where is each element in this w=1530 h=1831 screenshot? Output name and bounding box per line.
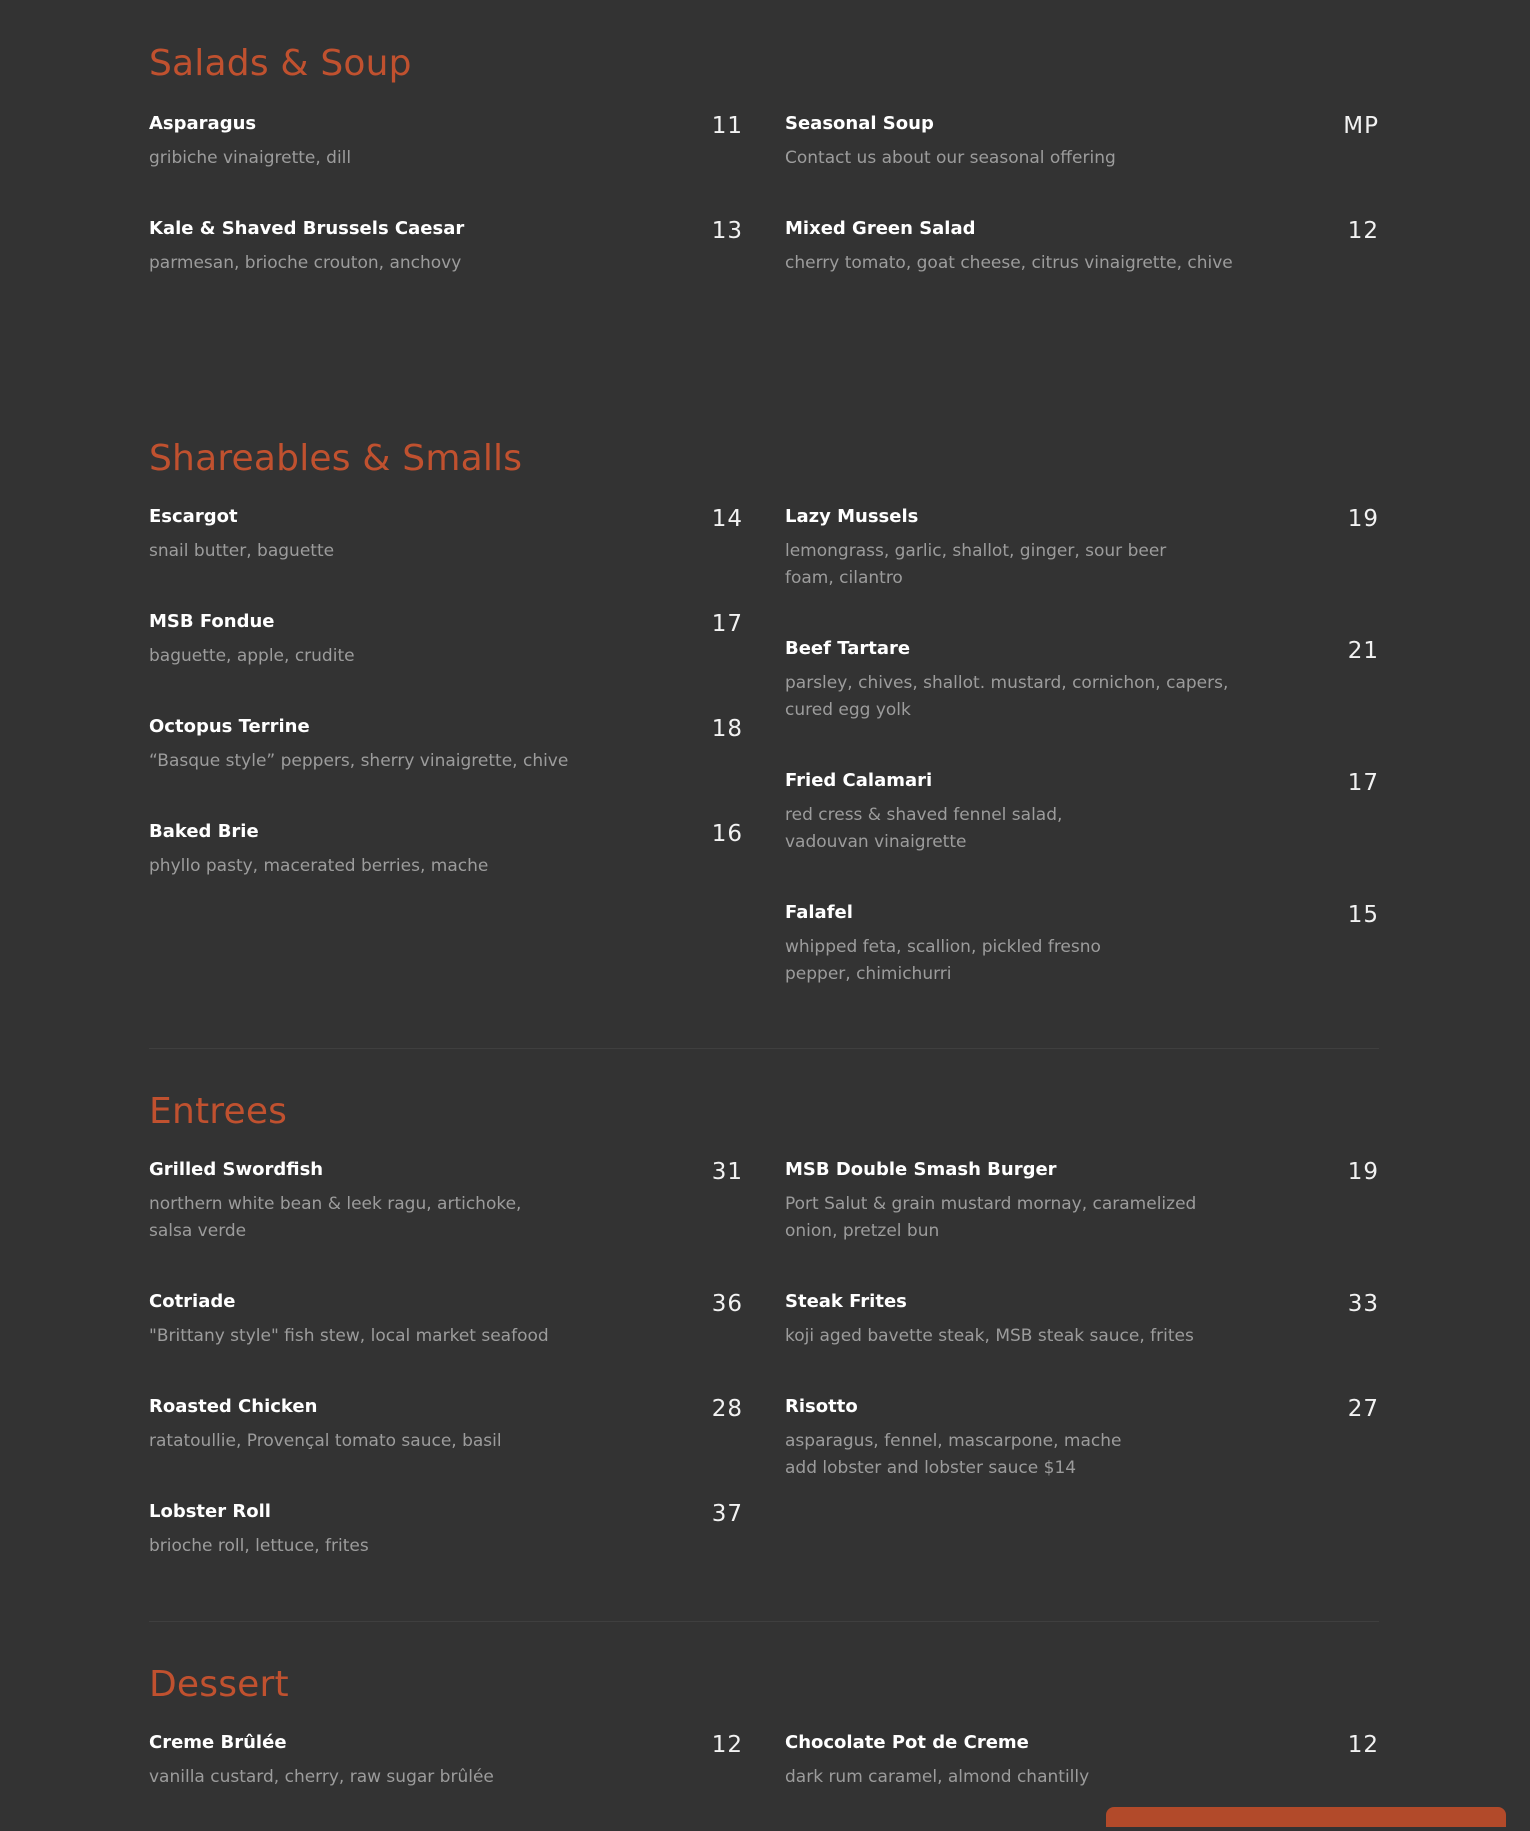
- item-description: Contact us about our seasonal offering: [785, 148, 1116, 168]
- item-name: Lobster Roll: [149, 1501, 271, 1522]
- section-dessert: [149, 1663, 1379, 1831]
- item-description: brioche roll, lettuce, frites: [149, 1536, 369, 1556]
- item-price: 36: [711, 1291, 743, 1317]
- menu-item: [149, 820, 743, 880]
- section-shareables-smalls: [149, 437, 1379, 1028]
- left-column: [149, 505, 743, 1028]
- menu: [149, 0, 1379, 1787]
- item-price: 12: [1347, 218, 1379, 244]
- menu-item: [149, 715, 743, 775]
- section-divider: [149, 1621, 1379, 1622]
- item-price: 21: [1347, 638, 1379, 664]
- item-name: Risotto: [785, 1396, 858, 1417]
- item-name: Cotriade: [149, 1291, 236, 1312]
- item-description: dark rum caramel, almond chantilly: [785, 1767, 1090, 1787]
- menu-item: [149, 1500, 743, 1560]
- item-price: 31: [711, 1159, 743, 1185]
- item-name: Octopus Terrine: [149, 716, 310, 737]
- section-title: Salads & Soup: [149, 43, 412, 84]
- left-column: [149, 1731, 743, 1831]
- item-name: Kale & Shaved Brussels Caesar: [149, 218, 465, 239]
- menu-item: [785, 1290, 1379, 1350]
- section-entrees: [149, 1090, 1379, 1600]
- item-description: cherry tomato, goat cheese, citrus vinaigrette, chive: [785, 253, 1233, 273]
- item-description-addon: add lobster and lobster sauce $14: [785, 1458, 1077, 1478]
- item-name: Steak Frites: [785, 1291, 907, 1312]
- menu-item: [149, 1395, 743, 1455]
- left-column: [149, 1158, 743, 1600]
- item-description: parsley, chives, shallot. mustard, cornichon, capers, cured egg yolk: [785, 673, 1229, 720]
- floating-action-button[interactable]: [1106, 1807, 1506, 1827]
- menu-item: [785, 637, 1379, 724]
- menu-item: [785, 505, 1379, 592]
- item-name: Falafel: [785, 902, 853, 923]
- item-name: Asparagus: [149, 113, 257, 134]
- item-description: vanilla custard, cherry, raw sugar brûlée: [149, 1767, 494, 1787]
- item-price: 15: [1347, 902, 1379, 928]
- item-name: MSB Fondue: [149, 611, 275, 632]
- menu-item: [149, 610, 743, 670]
- item-description: whipped feta, scallion, pickled fresno pepper, chimichurri: [785, 937, 1101, 984]
- right-column: [785, 112, 1379, 317]
- item-description: Port Salut & grain mustard mornay, caramelized onion, pretzel bun: [785, 1194, 1197, 1241]
- item-name: Grilled Swordfish: [149, 1159, 324, 1180]
- menu-item: [149, 1158, 743, 1245]
- item-description: phyllo pasty, macerated berries, mache: [149, 856, 489, 876]
- menu-item: [149, 1731, 743, 1791]
- section-title: Entrees: [149, 1091, 288, 1132]
- item-price: MP: [1343, 113, 1379, 139]
- item-price: 17: [711, 611, 743, 637]
- section-salads-soup: [149, 0, 1379, 317]
- menu-item: [785, 769, 1379, 856]
- item-price: 28: [711, 1396, 743, 1422]
- item-name: Lazy Mussels: [785, 506, 919, 527]
- right-column: [785, 1158, 1379, 1600]
- left-column: [149, 112, 743, 317]
- item-description: ratatoullie, Provençal tomato sauce, basil: [149, 1431, 502, 1451]
- item-price: 17: [1347, 770, 1379, 796]
- section-title: Dessert: [149, 1664, 289, 1705]
- menu-item: [149, 217, 743, 277]
- right-column: [785, 505, 1379, 1028]
- menu-item: [785, 901, 1379, 988]
- item-description: northern white bean & leek ragu, artichoke, salsa verde: [149, 1194, 522, 1241]
- item-price: 27: [1347, 1396, 1379, 1422]
- item-price: 12: [1347, 1732, 1379, 1758]
- menu-item: [785, 112, 1379, 172]
- item-price: 11: [711, 113, 743, 139]
- menu-item: [785, 1158, 1379, 1245]
- item-description: baguette, apple, crudite: [149, 646, 355, 666]
- menu-item: [149, 505, 743, 565]
- item-price: 13: [711, 218, 743, 244]
- item-description: "Brittany style" fish stew, local market seafood: [149, 1326, 549, 1346]
- item-price: 18: [711, 716, 743, 742]
- item-price: 37: [711, 1501, 743, 1527]
- item-name: Beef Tartare: [785, 638, 911, 659]
- item-price: 33: [1347, 1291, 1379, 1317]
- item-name: Baked Brie: [149, 821, 259, 842]
- item-description: parmesan, brioche crouton, anchovy: [149, 253, 462, 273]
- item-name: Creme Brûlée: [149, 1732, 287, 1753]
- item-name: MSB Double Smash Burger: [785, 1159, 1057, 1180]
- item-description: “Basque style” peppers, sherry vinaigrette, chive: [149, 751, 569, 771]
- item-description: lemongrass, garlic, shallot, ginger, sour beer foam, cilantro: [785, 541, 1167, 588]
- menu-item: [149, 112, 743, 172]
- item-name: Chocolate Pot de Creme: [785, 1732, 1029, 1753]
- item-description: gribiche vinaigrette, dill: [149, 148, 352, 168]
- item-description: red cress & shaved fennel salad, vadouvan vinaigrette: [785, 805, 1063, 852]
- item-name: Escargot: [149, 506, 238, 527]
- item-description: asparagus, fennel, mascarpone, mache: [785, 1431, 1122, 1451]
- menu-item: [785, 1731, 1379, 1791]
- section-title: Shareables & Smalls: [149, 438, 523, 479]
- item-price: 19: [1347, 1159, 1379, 1185]
- item-name: Mixed Green Salad: [785, 218, 976, 239]
- item-price: 19: [1347, 506, 1379, 532]
- item-price: 12: [711, 1732, 743, 1758]
- item-name: Seasonal Soup: [785, 113, 934, 134]
- item-name: Fried Calamari: [785, 770, 933, 791]
- menu-item: [149, 1290, 743, 1350]
- item-price: 14: [711, 506, 743, 532]
- section-divider: [149, 1048, 1379, 1049]
- item-price: 16: [711, 821, 743, 847]
- item-name: Roasted Chicken: [149, 1396, 318, 1417]
- menu-item: [785, 217, 1379, 277]
- item-description: snail butter, baguette: [149, 541, 335, 561]
- item-description: koji aged bavette steak, MSB steak sauce, frites: [785, 1326, 1194, 1346]
- menu-item: [785, 1395, 1379, 1482]
